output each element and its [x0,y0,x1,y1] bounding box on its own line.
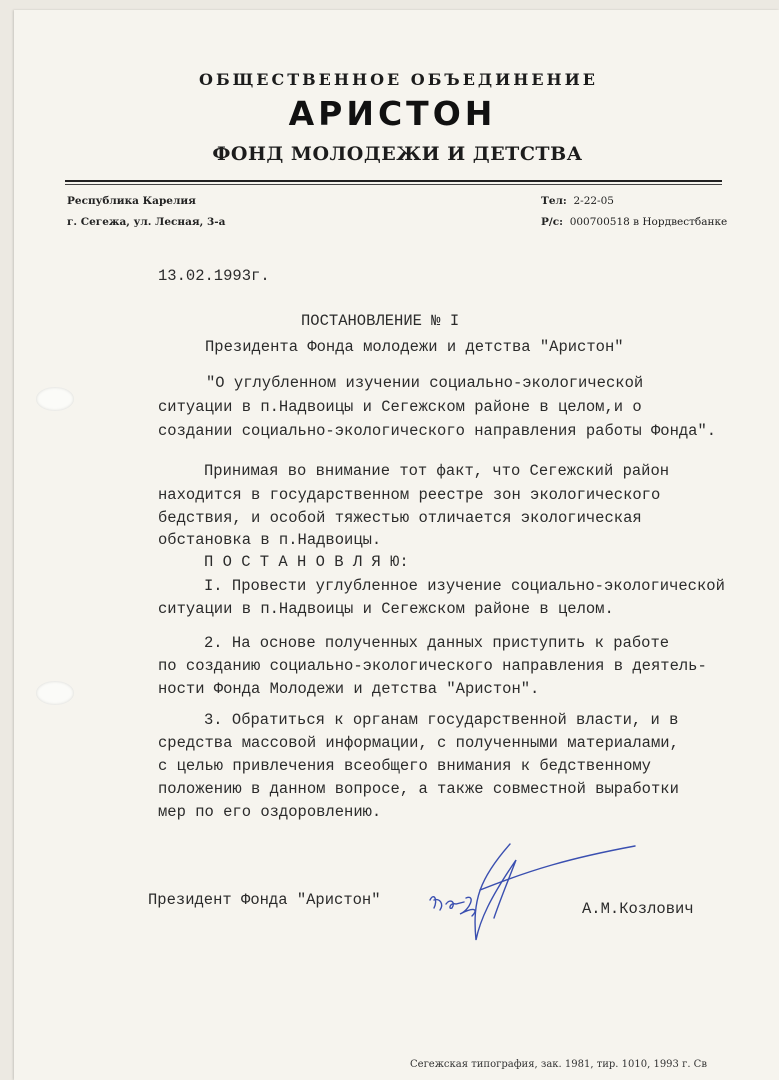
header-rule-thin [65,184,722,185]
item3-line: мер по его оздоровлению. [158,803,382,821]
phone-value: 2-22-05 [573,195,614,207]
header-rule [65,180,722,182]
preamble-line: Принимая во внимание тот факт, что Сегежский район [204,462,670,480]
phone-label: Тел: [541,195,567,207]
item3-line: средства массовой информации, с полученными материалами, [158,734,679,752]
item2-line: ности Фонда Молодежи и детства "Аристон". [158,680,540,698]
subject-line: "О углубленном изучении социально-экологической [206,374,644,392]
item2-line: 2. На основе полученных данных приступить к работе [204,634,670,652]
region: Республика Карелия [67,195,196,207]
preamble-line: бедствия, и особой тяжестью отличается экологическая [158,509,642,527]
account-value: 000700518 в Нордвестбанке [569,216,728,228]
phone [541,195,614,207]
signatory-title: Президент Фонда "Аристон" [148,891,381,909]
signatory-name: А.М.Козлович [582,900,694,918]
item2-line: по созданию социально-экологического направления в деятель- [158,657,707,675]
resolve-heading: П О С Т А Н О В Л Я Ю: [204,553,409,571]
handwritten-signature [420,840,640,950]
paper-sheet [14,10,779,1080]
preamble-line: находится в государственном реестре зон экологического [158,486,661,504]
subject-line: создании социально-экологического направления работы Фонда". [158,422,717,440]
subject-line: ситуации в п.Надвоицы и Сегежском районе в целом,и о [158,398,642,416]
item3-line: положению в данном вопросе, а также совместной выработки [158,780,679,798]
document-issuer: Президента Фонда молодежи и детства "Аристон" [205,338,624,356]
punch-hole [36,681,74,705]
item1-line: ситуации в п.Надвоицы и Сегежском районе в целом. [158,600,614,618]
bank-account [541,216,727,228]
printer-imprint: Сегежская типография, зак. 1981, тир. 1010, 1993 г. Св [410,1059,707,1070]
address: г. Сегежа, ул. Лесная, 3-а [67,216,226,228]
item3-line: с целью привлечения всеобщего внимания к бедственному [158,757,651,775]
account-label: Р/с: [541,216,563,228]
punch-hole [36,387,74,411]
item3-line: 3. Обратиться к органам государственной власти, и в [204,711,679,729]
org-type: ОБЩЕСТВЕННОЕ ОБЪЕДИНЕНИЕ [199,70,598,89]
document-title: ПОСТАНОВЛЕНИЕ № I [301,312,460,330]
org-name: АРИСТОН [288,94,497,133]
item1-line: I. Провести углубленное изучение социально-экологической [204,577,725,595]
fund-name: ФОНД МОЛОДЕЖИ И ДЕТСТВА [212,143,583,165]
document-date: 13.02.1993г. [158,267,270,285]
preamble-line: обстановка в п.Надвоицы. [158,531,382,549]
